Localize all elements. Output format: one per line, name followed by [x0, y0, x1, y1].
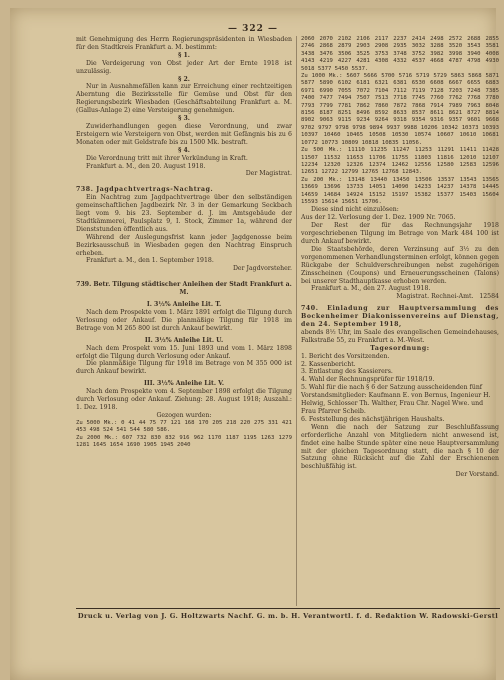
agenda-item: 6. Feststellung des nächstjährigen Haushalts.: [301, 415, 445, 423]
agenda-item: 4. Wahl der Rechnungsprüfer für 1918/19.: [301, 376, 435, 384]
paragraph: Während der Auslegungsfrist kann jeder Jagdgenosse beim Bezirksausschuß in Wiesbaden gegen den Nachtrag Einspruch erheben.: [76, 233, 292, 257]
loan-heading: I. 3½% Anleihe Lit. T.: [146, 301, 222, 309]
paragraph: Ein Nachtrag zum Jagdpachtvertrage über den selbständigen gemeinschaftlichen Jagdbezirk Nr. 3 in der Gemarkung Seckbach liegt vom 9. bis 23. September d. J. im Amtsgebäude der Stadtkämmerei, Paulsplatz 9, I. Stock, Zimmer 1a, während der Dienststunden öffentlich aus.: [76, 194, 292, 233]
footer-rule: [76, 608, 500, 609]
paragraph: Zuwiderhandlungen gegen diese Verordnung, und zwar Ersteigern wie Versteigern von Obst, werden mit Gefängnis bis zu 6 Monaten oder mit Geldstrafe bis zu 1500 Mk. bestraft.: [76, 122, 292, 146]
reference-number: 12584: [479, 293, 499, 301]
date-line: Frankfurt a. M., den 1. September 1918.: [86, 257, 214, 265]
date-line: Frankfurt a. M., den 27. August 1918.: [311, 285, 431, 293]
article-heading-739: 739. Betr. Tilgung städtischer Anleihen der Stadt Frankfurt a. M.: [76, 281, 292, 297]
left-column: [76, 36, 292, 449]
loan-heading: III. 3½% Anleihe Lit. V.: [143, 380, 225, 388]
agenda-list: [301, 353, 499, 424]
agenda-item: 2. Kassenbericht.: [301, 360, 356, 368]
paragraph: Der Rest der für das Rechnungsjahr 1918 vorgeschriebenen Tilgung im Betrage von Mark 484 100 ist durch Ankauf bewirkt.: [301, 222, 499, 245]
paragraph: Die planmäßige Tilgung für 1918 im Betrage von M 355 000 ist durch Ankauf bewirkt.: [76, 360, 292, 376]
drawn-numbers: Zu 200 Mk.: 13148 13440 13450 13506 13537 13543 13565 13669 13696 13733 14051 14090 14233 14237 14378 14445 14659 14684 14924 15152 15197 15382 15377 15403 15604 15593 15614 15651 15706.: [301, 176, 499, 205]
drawn-numbers: Zu 500 Mk.: 11110 11235 11247 11253 11291 11411 11428 11507 11532 11653 11706 11755 11803 11816 12010 12107 12234 12320 12326 12374 12462 12556 12580 12583 12596 12651 12722 12799 12765 12768 12843.: [301, 147, 499, 176]
paragraph: Diese sind nicht einzulösen:: [311, 206, 399, 214]
date-line: Frankfurt a. M., den 20. August 1918.: [86, 162, 206, 170]
document-page: [10, 8, 499, 680]
article-heading-738: 738. Jagdpachtvertrags-Nachtrag.: [76, 186, 214, 194]
paragraph: Die Staatsbehörde, deren Verzinsung auf 3½ zu den vorgenommenen Verhandlungsterminen erfolgt, können gegen Rückgabe der Schuldverschreibungen nebst zugehörigen Zinsscheinen (Coupons) und Erneuerungsscheinen (Talons) bei unserer Stadthauptkasse erhoben werden.: [301, 245, 499, 285]
agenda-item: 5. Wahl für die nach § 6 der Satzung ausscheidenden fünf Vorstandsmitglieder: Kaufmann E. von Bernus, Ingenieur H. Helwig, Schlosser Th. Walther, Frau Chr. Nagel Wwe. und Frau Pfarrer Scheib.: [301, 384, 491, 415]
drawn-numbers: 2060 2070 2102 2106 2117 2237 2414 2498 2572 2688 2855 2746 2868 2879 2903 2908 2935 3032 3288 3520 3543 3581 3438 3476 3506 3525 3753 3748 3752 3982 3998 3940 4008 4143 4219 4227 4281 4308 4332 4537 4668 4787 4798 4930 5018 5377 5450 5537.: [301, 36, 499, 72]
section-heading: § 1.: [178, 51, 190, 59]
signature: Der Jagdvorsteher.: [232, 265, 292, 273]
imprint-footer: Druck u. Verlag von J. G. Holtzwarts Nachf. G. m. b. H. Verantwortl. f. d. Redaktion W. Radowski-Gerstl: [77, 612, 499, 620]
page-number: — 322 —: [227, 24, 279, 34]
loan-heading: II. 3½% Anleihe Lit. U.: [144, 336, 224, 344]
agenda-heading: Tagesordnung:: [370, 344, 430, 352]
drawn-label: Gezogen wurden:: [156, 411, 212, 419]
signature: [301, 293, 499, 301]
paragraph: mit Genehmigung des Herrn Regierungspräsidenten in Wiesbaden für den Stadtkreis Frankfurt a. M. bestimmt:: [76, 36, 292, 51]
article-heading-740: 740. Einladung zur Hauptversammlung des Bockenheimer Diakonissenvereins auf Dienstag, den 24. September 1918,: [301, 305, 499, 329]
section-heading: § 4.: [178, 146, 190, 154]
agenda-item: 1. Bericht des Vorsitzenden.: [301, 352, 390, 360]
signature: Der Magistrat.: [245, 170, 292, 178]
paragraph: Nach dem Prospekte vom 1. März 1891 erfolgt die Tilgung durch Verlosung oder Ankauf. Die planmäßige Tilgung für 1918 im Betrage von M 265 800 ist durch Ankauf bewirkt.: [76, 309, 292, 332]
drawn-numbers: Zu 2000 Mk.: 607 732 830 832 916 962 1170 1187 1195 1263 1279 1281 1645 1654 1690 1905 1945 2040: [76, 434, 292, 448]
signature-office: Magistrat. Rechnei-Amt.: [396, 293, 474, 301]
agenda-item: 3. Entlastung des Kassierers.: [301, 368, 393, 376]
drawn-numbers: Zu 5000 Mk.: 0 41 44 75 77 121 168 170 205 218 220 275 331 421 453 498 524 541 544 580 586.: [76, 419, 292, 434]
section-heading: § 2.: [178, 75, 190, 83]
paragraph: Nur in Ausnahmefällen kann zur Erreichung einer rechtzeitigen Aberntung die Bezirksstelle für Gemüse und Obst für den Regierungsbezirk Wiesbaden (Geschäftsabteilung Frankfurt a. M. (Gallus-Anlage 2) eine Versteigerung genehmigen.: [76, 83, 292, 115]
drawn-numbers: Zu 1000 Mk.: 5607 5666 5700 5716 5719 5729 5863 5868 5871 5877 5890 6102 6181 6321 6381 6530 6608 6667 6655 6883 6971 6990 7055 7072 7104 7112 7119 7128 7203 7248 7385 7400 7477 7494 7507 7513 7718 7745 7760 7762 7768 7780 7793 7799 7781 7862 7860 7872 7868 7914 7989 7963 8048 8156 8187 8251 8496 8592 8633 8537 8611 8621 8727 8814 8902 9063 9115 9234 9264 9318 9354 9316 9357 9601 9668 9702 9797 9798 9798 9894 9937 9988 10206 10342 10373 10393 10397 10460 10465 10508 10530 10574 10607 10610 10681 10772 10773 10809 10818 10835 11056.: [301, 73, 499, 146]
paragraph: Aus der 12. Verlosung der 1. Dez. 1909 Nr. 7065.: [301, 214, 456, 222]
paragraph: Nach dem Prospekt vom 15. Juni 1893 und vom 1. März 1898 erfolgt die Tilgung durch Verlosung oder Ankauf.: [76, 344, 292, 360]
section-heading: § 3.: [178, 115, 190, 123]
paragraph: abends 8½ Uhr, im Saale des evangelischen Gemeindehauses, Falkstraße 55, zu Frankfurt a. M.-West.: [301, 328, 499, 344]
paragraph: Die Verordnung tritt mit ihrer Verkündung in Kraft.: [86, 154, 248, 162]
column-divider: [296, 36, 297, 606]
signature: Der Vorstand.: [455, 471, 499, 479]
paragraph: Die Verdeigerung von Obst jeder Art der Ernte 1918 ist unzulässig.: [76, 59, 292, 75]
paragraph: Nach dem Prospekte vom 4. September 1898 erfolgt die Tilgung durch Verlosung oder Ankauf. Ziehung: 28. August 1918; Auszahl.: 1. Dez. 1918.: [76, 388, 292, 411]
paragraph: Wenn die nach der Satzung zur Beschlußfassung erforderliche Anzahl von Mitgliedern nicht anwesend ist, findet eine halbe Stunde später eine neue Hauptversammlung mit der gleichen Tagesordnung statt, die nach § 10 der Satzung ohne Rücksicht auf die Zahl der Erschienenen beschlußfähig ist.: [301, 423, 499, 471]
right-column: [301, 36, 499, 479]
